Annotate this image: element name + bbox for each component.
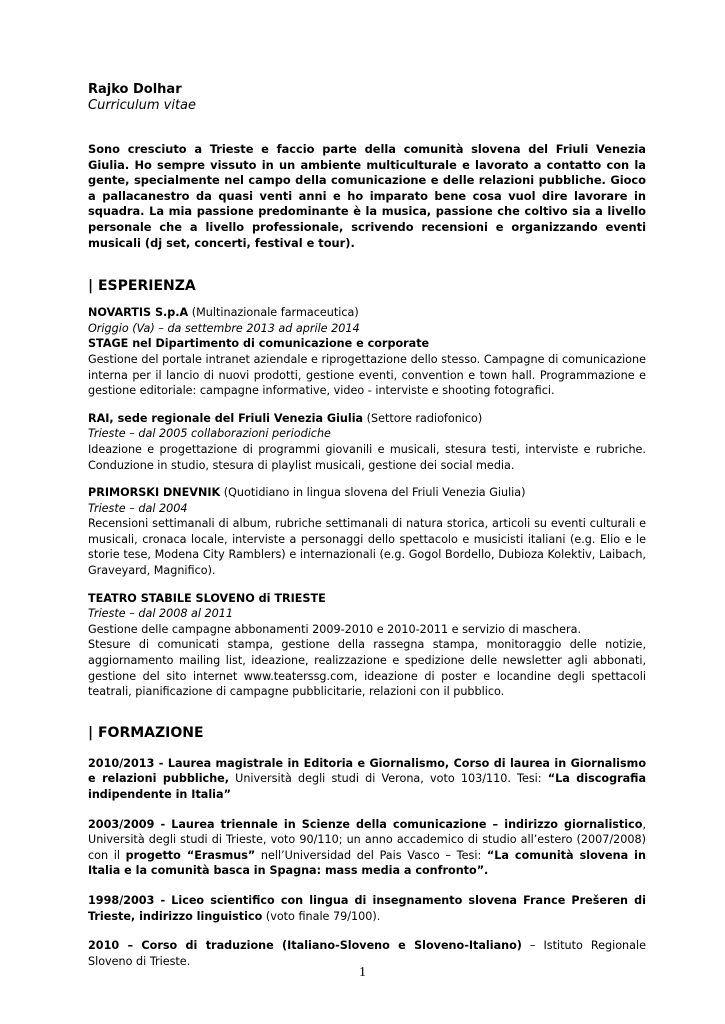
education-entry: 2010/2013 - Laurea magistrale in Editoria e Giornalismo, Corso di laurea in Giornalismo e relazioni pubbliche, Università degli studi di Verona, voto 103/110. Tesi: “La discografia indipendente in Italia”	[88, 756, 646, 801]
company-sector: (Settore radiofonico)	[363, 411, 483, 425]
intro-paragraph: Sono cresciuto a Trieste e faccio parte della comunità slovena del Friuli Venezia Giulia. Ho sempre vissuto in un ambiente multiculturale e lavorato a contatto con la gente, specialmente nel campo della comunicazione e delle relazioni pubbliche. Gioco a pallacanestro da quasi venti anni e ho imparato bene cosa vuol dire lavorare in squadra. La mia passione predominante è la musica, passione che coltivo sia a livello personale che a livello professionale, scrivendo recensioni e organizzando eventi musicali (dj set, concerti, festival e tour).	[88, 142, 646, 250]
company-name: TEATRO STABILE SLOVENO di TRIESTE	[88, 591, 326, 605]
candidate-name: Rajko Dolhar	[88, 82, 182, 97]
job-description: Recensioni settimanali di album, rubriche settimanali di natura storica, articoli su eventi culturali e musicali, cronaca locale, interviste a personaggi dello spettacolo e musicisti italiani (e.g. Elio e le storie tese, Modena City Ramblers) e internazionali (e.g. Gogol Bordello, Dubioza Kolektiv, Laibach, Graveyard, Magnifico).	[88, 517, 646, 578]
company-name: RAI, sede regionale del Friuli Venezia Giulia	[88, 411, 364, 425]
company-name: NOVARTIS S.p.A	[88, 306, 189, 320]
page-number: 1	[359, 965, 366, 980]
experience-entry-rai	[88, 411, 646, 473]
job-location-dates: Trieste – dal 2005 collaborazioni periodiche	[88, 427, 331, 441]
document-subtitle: Curriculum vitae	[88, 98, 197, 113]
company-name: PRIMORSKI DNEVNIK	[88, 486, 221, 500]
experience-entry-novartis	[88, 305, 646, 399]
education-entry: 2010 – Corso di traduzione (Italiano-Sloveno e Sloveno-Italiano) – Istituto Regionale Sloveno di Trieste.	[88, 939, 646, 968]
job-role: STAGE nel Dipartimento di comunicazione e corporate	[88, 337, 430, 351]
job-description: Ideazione e progettazione di programmi giovanili e musicali, stesura testi, interviste e rubriche. Conduzione in studio, stesura di playlist musicali, gestione dei social media.	[88, 442, 646, 472]
education-heading: | FORMAZIONE	[88, 724, 204, 741]
job-description: Gestione del portale intranet aziendale e riprogettazione dello stesso. Campagne di comunicazione interna per il lancio di nuovi prodotti, gestione eventi, convention e town hall. Programmazione e gestione editoriale: campagne informative, video - interviste e shooting fotografici.	[88, 352, 646, 398]
experience-entry-teatro	[88, 591, 646, 700]
job-description-1: Gestione delle campagne abbonamenti 2009-2010 e 2010-2011 e servizio di maschera.	[88, 622, 582, 636]
job-location-dates: Trieste – dal 2004	[88, 501, 188, 515]
job-location-dates: Trieste – dal 2008 al 2011	[88, 607, 233, 621]
education-entry: 1998/2003 - Liceo scientifico con lingua di insegnamento slovena France Prešeren di Trieste, indirizzo linguistico (voto finale 79/100).	[88, 893, 646, 923]
education-entry: 2003/2009 - Laurea triennale in Scienze della comunicazione – indirizzo giornalistico, Università degli studi di Trieste, voto 90/110; un anno accademico di studio all’estero (2007/2008) con il progetto “Erasmus” nell’Universidad del Pais Vasco – Tesi: “La comunità slovena in Italia e la comunità basca in Spagna: mass media a confronto”.	[88, 817, 646, 878]
company-sector: (Multinazionale farmaceutica)	[188, 306, 359, 320]
cv-page	[88, 82, 646, 969]
experience-entry-primorski	[88, 485, 646, 579]
job-location-dates: Origgio (Va) – da settembre 2013 ad aprile 2014	[88, 321, 360, 335]
experience-heading: | ESPERIENZA	[88, 278, 196, 295]
company-sector: (Quotidiano in lingua slovena del Friuli Venezia Giulia)	[220, 486, 526, 500]
job-description-2: Stesure di comunicati stampa, gestione della rassegna stampa, monitoraggio delle notizie, aggiornamento mailing list, ideazione, realizzazione e spedizione delle newsletter agli abbonati, gestione del sito internet www.teaterssg.com, ideazione di poster e locandine degli spettacoli teatrali, pianificazione di campagne pubblicitarie, relazioni con il pubblico.	[88, 638, 646, 699]
